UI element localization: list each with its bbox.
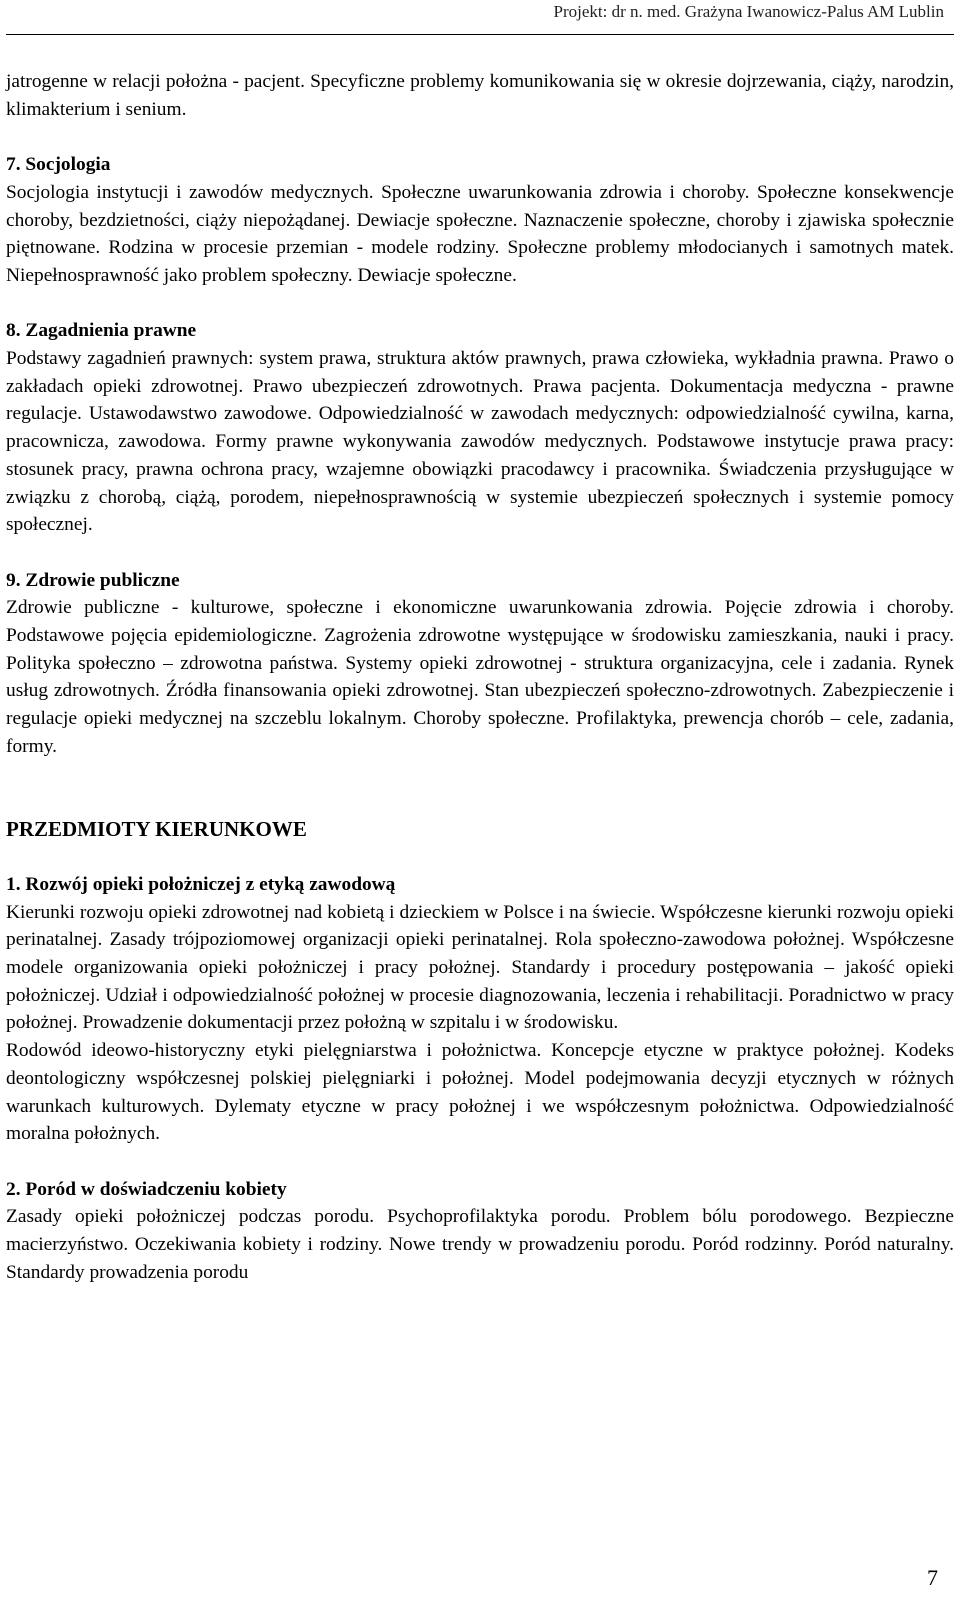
section-body-zdrowie-publiczne: Zdrowie publiczne - kulturowe, społeczne i ekonomiczne uwarunkowania zdrowia. Pojęcie zdrowia i choroby. Podstawowe pojęcia epidemiologiczne. Zagrożenia zdrowotne występujące w środowisku zamieszkania, nauki i pracy. Polityka społeczno – zdrowotna państwa. Systemy opieki zdrowotnej - struktura organizacyjna, cele i zadania. Rynek usług zdrowotnych. Źródła finansowania opieki zdrowotnej. Stan ubezpieczeń społeczno-zdrowotnych. Zabezpieczenie i regulacje opieki medycznej na szczeblu lokalnym. Choroby społeczne. Profilaktyka, prewencja chorób – cele, zadania, formy. [6, 597, 954, 757]
section-heading-zagadnienia-prawne: 8. Zagadnienia prawne [6, 320, 197, 342]
section-body-socjologia: Socjologia instytucji i zawodów medycznych. Społeczne uwarunkowania zdrowia i choroby. Społeczne konsekwencje choroby, bezdzietności, ciąży niepożądanej. Dewiacje społeczne. Naznaczenie społeczne, choroby i zjawiska społecznie piętnowane. Rodzina w procesie przemian - modele rodziny. Społeczne problemy młodocianych i samotnych matek. Niepełnosprawność jako problem społeczny. Dewiacje społeczne. [6, 181, 954, 286]
subject-paragraph: Zasady opieki położniczej podczas porodu. Psychoprofilaktyka porodu. Problem bólu porodowego. Bezpieczne macierzyństwo. Oczekiwania kobiety i rodziny. Nowe trendy w prowadzeniu porodu. Poród rodzinny. Poród naturalny. Standardy prowadzenia porodu [6, 1206, 954, 1283]
header-rule [6, 34, 954, 35]
section-heading-socjologia: 7. Socjologia [6, 154, 111, 176]
page-number: 7 [927, 1565, 938, 1590]
section-heading-zdrowie-publiczne: 9. Zdrowie publiczne [6, 569, 180, 591]
subject-heading-porod: 2. Poród w doświadczeniu kobiety [6, 1178, 287, 1200]
subject-paragraph: Kierunki rozwoju opieki zdrowotnej nad kobietą i dzieckiem w Polsce i na świecie. Współczesne kierunki rozwoju opieki perinatalnej. Zasady trójpoziomowej organizacji opieki perinatalnej. Rola społeczno-zawodowa położnej. Współczesne modele organizowania opieki położniczej i pracy położnej. Standardy i procedury postępowania – jakość opieki położniczej. Udział i odpowiedzialność położnej w procesie diagnozowania, leczenia i rehabilitacji. Poradnictwo w pracy położnej. Prowadzenie dokumentacji przez położną w szpitalu i w środowisku. [6, 901, 954, 1034]
page-header: Projekt: dr n. med. Grażyna Iwanowicz-Palus AM Lublin [553, 2, 944, 21]
document-body [6, 68, 954, 1286]
subject-paragraph: Rodowód ideowo-historyczny etyki pielęgniarstwa i położnictwa. Koncepcje etyczne w praktyce położnej. Kodeks deontologiczny współczesnej polskiej pielęgniarki i położnej. Model podejmowania decyzji etycznych w różnych warunkach kulturowych. Dylematy etyczne w pracy położnej i we współczesnym położnictwa. Odpowiedzialność moralna położnych. [6, 1040, 954, 1145]
intro-paragraph: jatrogenne w relacji położna - pacjent. Specyficzne problemy komunikowania się w okresie dojrzewania, ciąży, narodzin, klimakterium i senium. [6, 71, 954, 120]
subject-heading-rozwoj-opieki: 1. Rozwój opieki położniczej z etyką zawodową [6, 873, 396, 895]
section-body-zagadnienia-prawne: Podstawy zagadnień prawnych: system prawa, struktura aktów prawnych, prawa człowieka, wykładnia prawna. Prawo o zakładach opieki zdrowotnej. Prawo ubezpieczeń zdrowotnych. Prawa pacjenta. Dokumentacja medyczna - prawne regulacje. Ustawodawstwo zawodowe. Odpowiedzialność w zawodach medycznych: odpowiedzialność cywilna, karna, pracownicza, zawodowa. Formy prawne wykonywania zawodów medycznych. Podstawowe instytucje prawa pracy: stosunek pracy, prawna ochrona pracy, wzajemne obowiązki pracodawcy i pracownika. Świadczenia przysługujące w związku z chorobą, ciążą, porodem, niepełnosprawnością w systemie ubezpieczeń społecznych i systemie pomocy społecznej. [6, 348, 954, 536]
major-heading: PRZEDMIOTY KIERUNKOWE [6, 816, 307, 841]
